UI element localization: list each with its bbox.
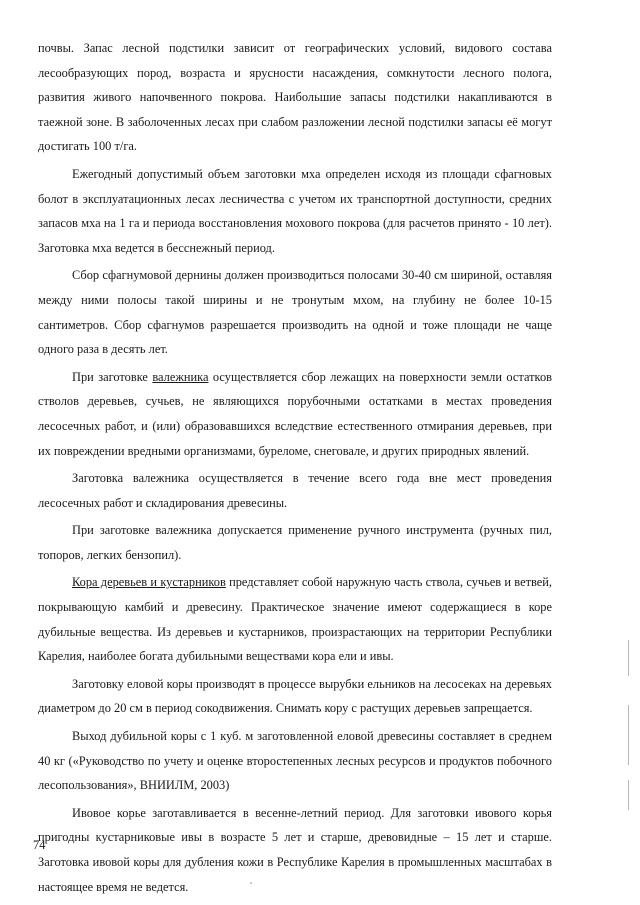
paragraph-forest-litter: почвы. Запас лесной подстилки зависит от географических условий, видового состава лесообразующих пород, возраста и ярусности насаждения, сомкнутости лесного полога, развития живого напочвенного покрова. Наибольшие запасы подстилки накапливаются в таежной зоне. В заболоченных лесах при слабом разложении лесной подстилки запасы её могут достигать 100 т/га. bbox=[38, 41, 552, 154]
deadwood-text: осуществляется сбор лежащих на поверхности земли остатков стволов деревьев, сучьев, не являющихся порубочными остатками в местах проведения лесосечных работ, и (или) образовавшихся вследствие естественного отмирания деревьев, при их повреждении вредными организмами, буреломе, снеговале, и других природных явлений. bbox=[38, 369, 552, 458]
scan-speck bbox=[250, 882, 252, 884]
paragraph-deadwood-tools: При заготовке валежника допускается применение ручного инструмента (ручных пил, топоров, легких бензопил). bbox=[38, 523, 552, 562]
deadwood-lead: При заготовке bbox=[72, 369, 153, 384]
paragraph-deadwood-season: Заготовка валежника осуществляется в течение всего года вне мест проведения лесосечных работ и складирования древесины. bbox=[38, 471, 552, 510]
paragraph-moss-harvest-volume: Ежегодный допустимый объем заготовки мха определен исходя из площади сфагновых болот в эксплуатационных лесах лесничества с учетом их транспортной доступности, средних запасов мха на 1 га и периода восстановления мохового покрова (для расчетов принято - 10 лет). Заготовка мха ведется в бесснежный период. bbox=[38, 166, 552, 255]
paragraph-deadwood-definition bbox=[38, 365, 552, 463]
paragraph-sphagnum-collection: Сбор сфагнумовой дернины должен производиться полосами 30-40 см шириной, оставляя между ними полосы такой ширины и не тронутым мхом, на глубину не более 10-15 сантиметров. Сбор сфагнумов разрешается производить на одной и тоже площади не чаще одного раза в десять лет. bbox=[38, 268, 552, 357]
paragraph-bark-definition bbox=[38, 570, 552, 668]
page-body bbox=[38, 36, 552, 902]
scan-artifact bbox=[628, 780, 629, 810]
scan-artifact bbox=[628, 705, 629, 765]
paragraph-bark-yield: Выход дубильной коры с 1 куб. м заготовленной еловой древесины составляет в среднем 40 кг («Руководство по учету и оценке второстепенных лесных ресурсов и продуктов побочного лесопользования», ВНИИЛМ, 2003) bbox=[38, 729, 552, 793]
paragraph-willow-bark: Ивовое корье заготавливается в весенне-летний период. Для заготовки ивового корья пригодны кустарниковые ивы в возрасте 5 лет и старше, древовидные – 15 лет и старше. Заготовка ивовой коры для дубления кожи в Республике Карелия в промышленных масштабах в настоящее время не ведется. bbox=[38, 805, 552, 894]
paragraph-spruce-bark: Заготовку еловой коры производят в процессе вырубки ельников на лесосеках на деревьях диаметром до 20 см в период сокодвижения. Снимать кору с растущих деревьев запрещается. bbox=[38, 676, 552, 716]
scan-artifact bbox=[628, 640, 629, 676]
bark-term: Кора деревьев и кустарников bbox=[72, 575, 226, 590]
page-number: 74 bbox=[33, 838, 46, 852]
deadwood-term: валежника bbox=[152, 369, 209, 384]
bark-text: представляет собой наружную часть ствола, сучьев и ветвей, покрывающую камбий и древесину. Практическое значение имеют содержащиеся в коре дубильные вещества. Из деревьев и кустарников, произрастающих на территории Республики Карелия, наиболее богата дубильными веществами кора ели и ивы. bbox=[38, 575, 552, 664]
